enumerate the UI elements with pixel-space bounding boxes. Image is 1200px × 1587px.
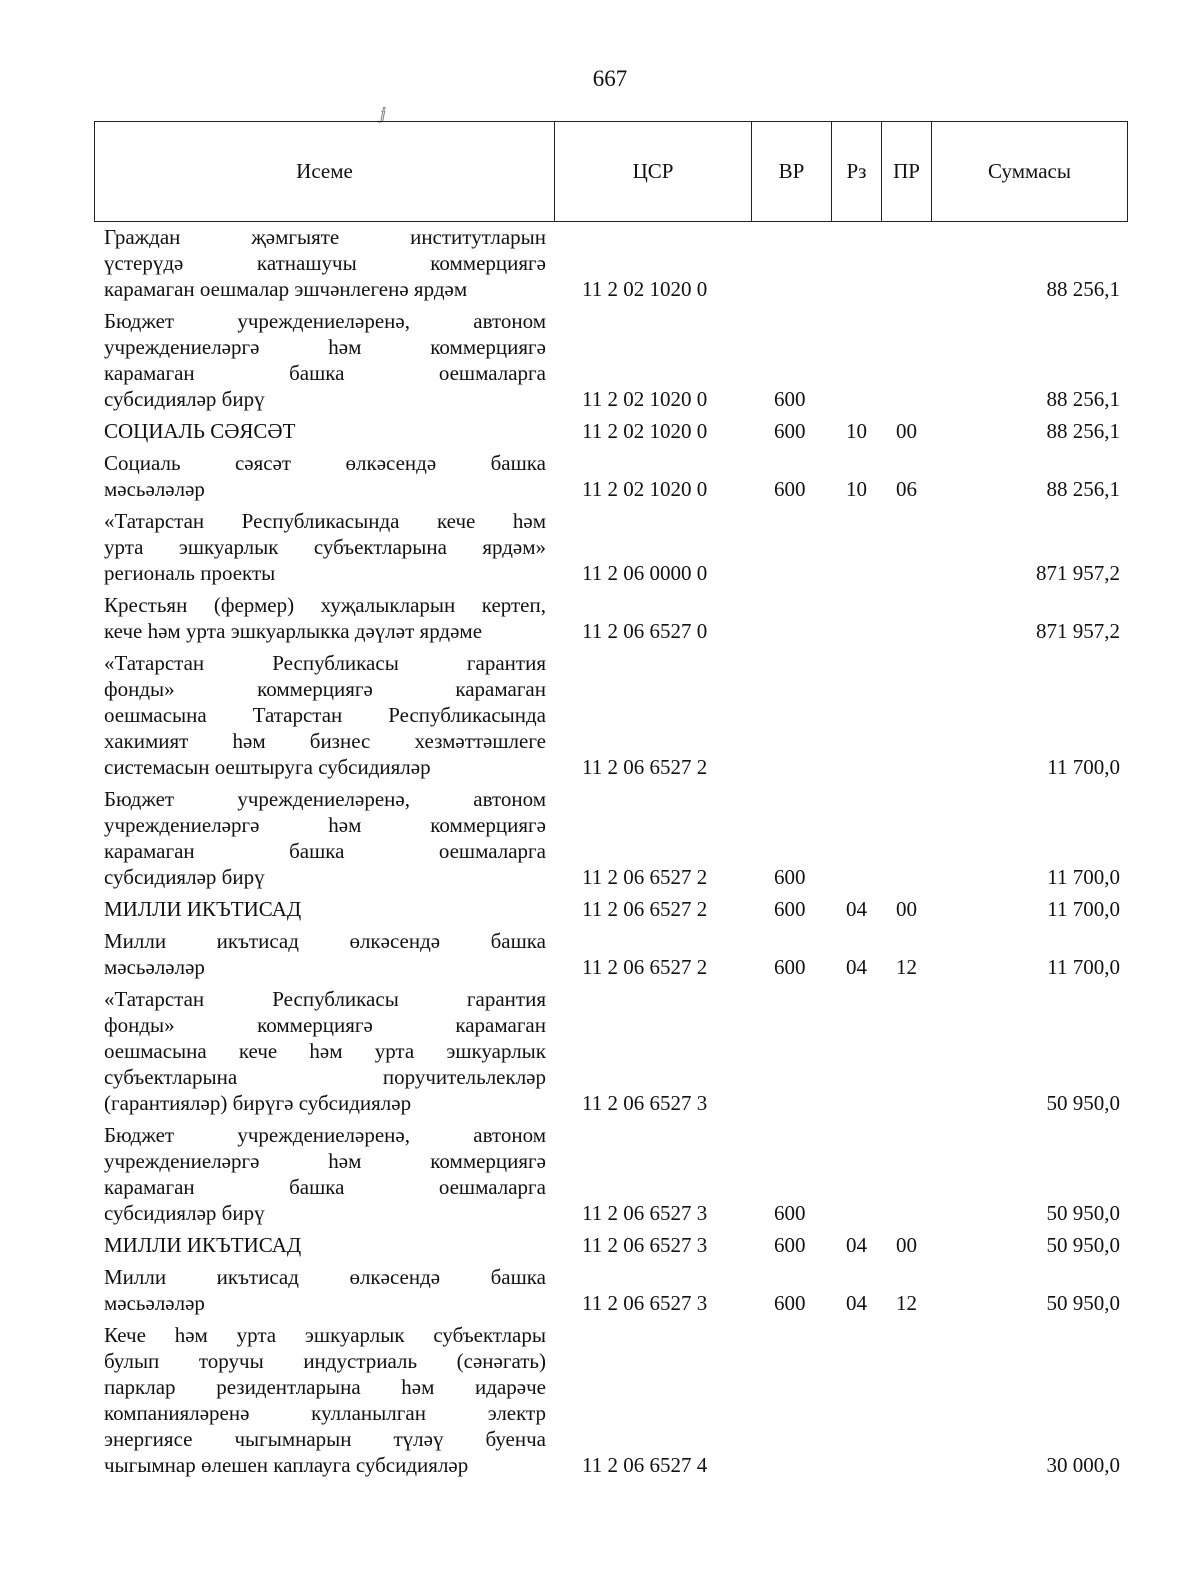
row-csr: 11 2 02 1020 0 [582, 387, 708, 411]
row-name-line: оешмасына кече һәм урта эшкуарлык [104, 1039, 546, 1063]
row-name-line: Кече һәм урта эшкуарлык субъектлары [104, 1323, 546, 1347]
row-rz: 04 [846, 1291, 867, 1315]
row-vr: 600 [774, 387, 806, 411]
row-csr: 11 2 06 0000 0 [582, 561, 708, 585]
row-csr: 11 2 02 1020 0 [582, 277, 708, 301]
row-vr: 600 [774, 1233, 806, 1257]
row-name-line: урта эшкуарлык субъектларына ярдәм» [104, 535, 546, 559]
row-pr: 06 [896, 477, 917, 501]
row-name-line: оешмасына Татарстан Республикасында [104, 703, 546, 727]
row-sum: 50 950,0 [1046, 1233, 1120, 1257]
row-csr: 11 2 02 1020 0 [582, 477, 708, 501]
header-vr: ВР [752, 122, 832, 221]
row-values [0, 864, 1200, 890]
row-pr: 00 [896, 1233, 917, 1257]
row-pr: 00 [896, 897, 917, 921]
row-sum: 11 700,0 [1047, 955, 1120, 979]
row-name-line: кече һәм урта эшкуарлыкка дәүләт ярдәме [104, 619, 483, 643]
row-name-line: системасын оештыруга субсидияләр [104, 755, 431, 779]
row-csr: 11 2 06 6527 2 [582, 955, 708, 979]
table-row [0, 450, 1200, 502]
table-row [0, 224, 1200, 302]
table-row [0, 418, 1200, 444]
table-row [0, 896, 1200, 922]
row-name-line: фонды» коммерциягә карамаган [104, 1013, 546, 1037]
row-values [0, 754, 1200, 780]
row-sum: 88 256,1 [1046, 387, 1120, 411]
row-name-line: Бюджет учреждениеләренә, автоном [104, 1123, 546, 1147]
row-sum: 11 700,0 [1047, 865, 1120, 889]
row-name-line: Граждан җәмгыяте институтларын [104, 225, 546, 249]
row-name-line: субсидияләр бирү [104, 865, 265, 889]
row-sum: 88 256,1 [1046, 419, 1120, 443]
row-pr: 00 [896, 419, 917, 443]
row-values [0, 386, 1200, 412]
header-rz: Рз [832, 122, 882, 221]
row-csr: 11 2 06 6527 2 [582, 897, 708, 921]
table-header [94, 121, 1128, 222]
table-row [0, 928, 1200, 980]
row-rz: 10 [846, 477, 867, 501]
table-row [0, 508, 1200, 586]
row-name-line: карамаган башка оешмаларга [104, 361, 546, 385]
row-sum: 30 000,0 [1046, 1453, 1120, 1477]
row-name-line: Бюджет учреждениеләренә, автоном [104, 787, 546, 811]
row-csr: 11 2 06 6527 3 [582, 1201, 708, 1225]
row-name-line: үстерүдә катнашучы коммерциягә [104, 251, 546, 275]
row-values [0, 1452, 1200, 1478]
table-row [0, 592, 1200, 644]
row-name-line: «Татарстан Республикасы гарантия [104, 651, 546, 675]
row-sum: 11 700,0 [1047, 897, 1120, 921]
row-values [0, 418, 1200, 444]
row-vr: 600 [774, 1201, 806, 1225]
row-name-line: МИЛЛИ ИКЪТИСАД [104, 1233, 302, 1257]
row-name-line: фонды» коммерциягә карамаган [104, 677, 546, 701]
table-row [0, 650, 1200, 780]
row-values [0, 476, 1200, 502]
table-row [0, 786, 1200, 890]
row-name-line: «Татарстан Республикасы гарантия [104, 987, 546, 1011]
row-sum: 88 256,1 [1046, 277, 1120, 301]
row-name-line: мәсьәләләр [104, 955, 205, 979]
row-rz: 04 [846, 897, 867, 921]
row-name-line: карамаган башка оешмаларга [104, 839, 546, 863]
row-values [0, 618, 1200, 644]
row-name-line: Милли икътисад өлкәсендә башка [104, 929, 546, 953]
row-name-line: «Татарстан Республикасында кече һәм [104, 509, 546, 533]
row-name-line: региональ проекты [104, 561, 276, 585]
row-name-line: субъектларына поручительлекләр [104, 1065, 546, 1089]
row-sum: 871 957,2 [1036, 561, 1120, 585]
row-name-line: хакимият һәм бизнес хезмәттәшлеге [104, 729, 546, 753]
row-name-line: субсидияләр бирү [104, 1201, 265, 1225]
row-values [0, 1232, 1200, 1258]
table-row [0, 1232, 1200, 1258]
row-vr: 600 [774, 477, 806, 501]
header-pr: ПР [882, 122, 932, 221]
row-values [0, 1090, 1200, 1116]
row-name-line: (гарантияләр) бирүгә субсидияләр [104, 1091, 412, 1115]
row-sum: 50 950,0 [1046, 1291, 1120, 1315]
row-name-line: МИЛЛИ ИКЪТИСАД [104, 897, 302, 921]
header-sum: Суммасы [988, 159, 1071, 183]
row-csr: 11 2 02 1020 0 [582, 419, 708, 443]
row-name-line: СОЦИАЛЬ СӘЯСӘТ [104, 419, 296, 443]
header-name: Исеме [95, 122, 555, 221]
row-name-line: мәсьәләләр [104, 1291, 205, 1315]
row-vr: 600 [774, 1291, 806, 1315]
row-csr: 11 2 06 6527 2 [582, 755, 708, 779]
row-sum: 11 700,0 [1047, 755, 1120, 779]
row-vr: 600 [774, 897, 806, 921]
row-name-line: учреждениеләргә һәм коммерциягә [104, 813, 546, 837]
row-name-line: учреждениеләргә һәм коммерциягә [104, 335, 546, 359]
row-values [0, 896, 1200, 922]
table-row [0, 1122, 1200, 1226]
page-number: 667 [592, 66, 628, 91]
row-pr: 12 [896, 1291, 917, 1315]
row-csr: 11 2 06 6527 2 [582, 865, 708, 889]
row-sum: 50 950,0 [1046, 1091, 1120, 1115]
row-csr: 11 2 06 6527 3 [582, 1233, 708, 1257]
row-values [0, 560, 1200, 586]
row-name-line: компанияләренә кулланылган электр [104, 1401, 546, 1425]
row-name-line: карамаган башка оешмаларга [104, 1175, 546, 1199]
table-row [0, 1322, 1200, 1478]
row-vr: 600 [774, 865, 806, 889]
row-rz: 04 [846, 955, 867, 979]
row-csr: 11 2 06 6527 0 [582, 619, 708, 643]
row-name-line: Социаль сәясәт өлкәсендә башка [104, 451, 546, 475]
row-values [0, 276, 1200, 302]
table-row [0, 1264, 1200, 1316]
row-name-line: энергиясе чыгымнарын түләү буенча [104, 1427, 546, 1451]
row-name-line: Бюджет учреждениеләренә, автоном [104, 309, 546, 333]
row-csr: 11 2 06 6527 3 [582, 1091, 708, 1115]
row-csr: 11 2 06 6527 4 [582, 1453, 708, 1477]
row-name-line: булып торучы индустриаль (сәнәгать) [104, 1349, 546, 1373]
row-csr: 11 2 06 6527 3 [582, 1291, 708, 1315]
row-name-line: субсидияләр бирү [104, 387, 265, 411]
row-sum: 50 950,0 [1046, 1201, 1120, 1225]
row-name-line: чыгымнар өлешен каплауга субсидияләр [104, 1453, 469, 1477]
row-values [0, 1290, 1200, 1316]
row-name-line: карамаган оешмалар эшчәнлегенә ярдәм [104, 277, 468, 301]
row-name-line: парклар резидентларына һәм идарәче [104, 1375, 546, 1399]
row-pr: 12 [896, 955, 917, 979]
row-name-line: учреждениеләргә һәм коммерциягә [104, 1149, 546, 1173]
row-name-line: Крестьян (фермер) хуҗалыкларын кертеп, [104, 593, 546, 617]
table-row [0, 986, 1200, 1116]
row-values [0, 954, 1200, 980]
row-sum: 88 256,1 [1046, 477, 1120, 501]
row-rz: 10 [846, 419, 867, 443]
row-name-line: мәсьәләләр [104, 477, 205, 501]
row-rz: 04 [846, 1233, 867, 1257]
row-name-line: Милли икътисад өлкәсендә башка [104, 1265, 546, 1289]
table-body [0, 224, 1200, 1484]
row-vr: 600 [774, 419, 806, 443]
header-csr: ЦСР [555, 122, 752, 221]
row-sum: 871 957,2 [1036, 619, 1120, 643]
table-row [0, 308, 1200, 412]
row-vr: 600 [774, 955, 806, 979]
row-values [0, 1200, 1200, 1226]
scan-artifact: ⅉ [380, 106, 386, 123]
